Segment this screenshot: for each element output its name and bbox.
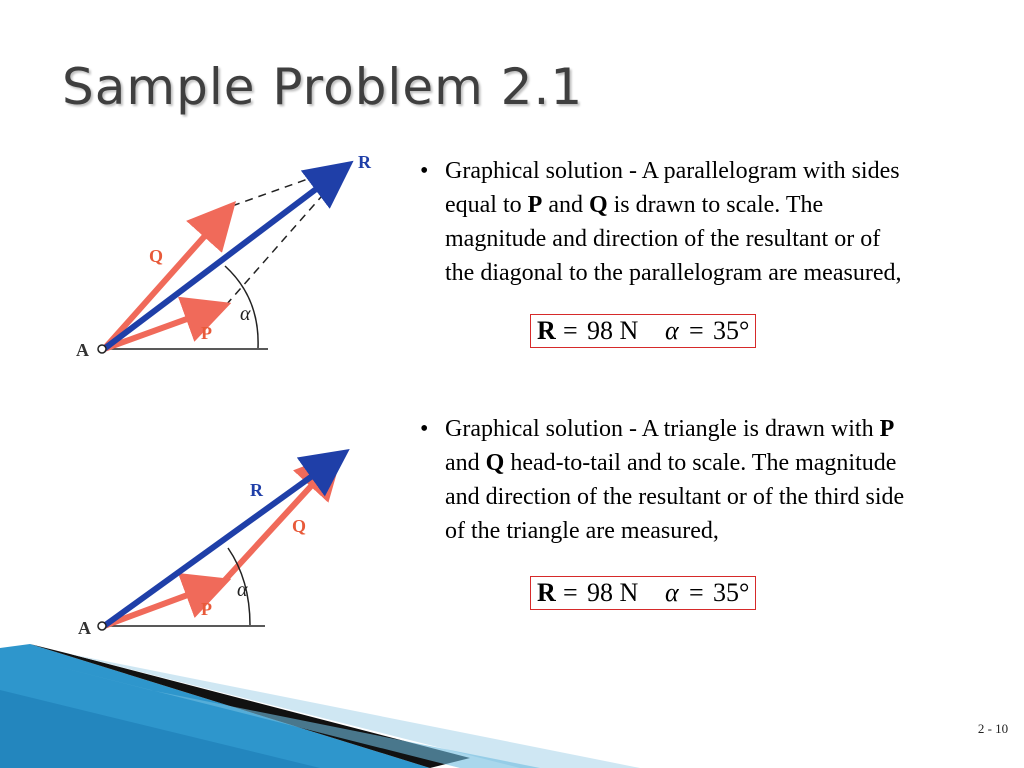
result-alpha-equals: = [689,316,704,345]
label-a: A [78,618,91,638]
line-2-mid: and [542,192,589,218]
symbol-q: Q [485,450,505,476]
bullet-parallelogram [420,154,1000,290]
result-alpha-equals: = [689,578,704,607]
result-r-value: 98 N [587,578,639,607]
origin-point [98,622,106,630]
bullet-triangle [420,412,1000,548]
label-q: Q [149,246,164,266]
symbol-p: P [527,192,543,218]
result-r-symbol: R [537,578,556,607]
bullet-text [445,412,1000,548]
result-r-equals: = [563,316,578,345]
line-4: of the triangle are measured, [445,518,719,544]
line-2-pre: equal to [445,192,528,218]
line-1: Graphical solution - A parallelogram with sides [445,158,900,184]
bullet-marker: • [420,158,429,184]
line-2-post: is drawn to scale. The [607,192,824,218]
line-2-pre: and [445,450,486,476]
result-box [530,314,756,348]
bullet-marker: • [420,416,429,442]
label-p: P [201,323,212,343]
vector-q [225,460,335,580]
line-2-post: head-to-tail and to scale. The magnitude [504,450,897,476]
line-3: and direction of the resultant or of the third side [445,484,905,510]
triangle-diagram [60,430,390,650]
label-q: Q [292,516,307,536]
result-alpha-symbol: α [665,316,679,345]
label-alpha: α [240,303,251,325]
parallelogram-diagram [60,138,390,368]
label-r: R [250,480,263,500]
bullet-text [445,154,1000,290]
label-r: R [358,152,371,172]
line-4: the diagonal to the parallelogram are measured, [445,260,902,286]
label-a: A [76,340,89,360]
slide-title: Sample Problem 2.1 [62,58,584,116]
dashed-edge-right [226,164,350,305]
vector-r [104,168,344,349]
origin-point [98,345,106,353]
result-alpha-symbol: α [665,578,679,607]
line-1: Graphical solution - A triangle is drawn with [445,416,880,442]
result-alpha-value: 35° [713,316,750,345]
result-alpha-value: 35° [713,578,750,607]
page-number: 2 - 10 [977,721,1009,736]
result-r-symbol: R [537,316,556,345]
label-alpha: α [237,579,248,601]
symbol-p: P [879,416,895,442]
result-box [530,576,756,610]
corner-decoration [0,640,1024,768]
symbol-q: Q [588,192,608,218]
result-r-equals: = [563,578,578,607]
line-3: magnitude and direction of the resultant or of [445,226,881,252]
vector-r [104,456,340,626]
result-r-value: 98 N [587,316,639,345]
label-p: P [201,599,212,619]
